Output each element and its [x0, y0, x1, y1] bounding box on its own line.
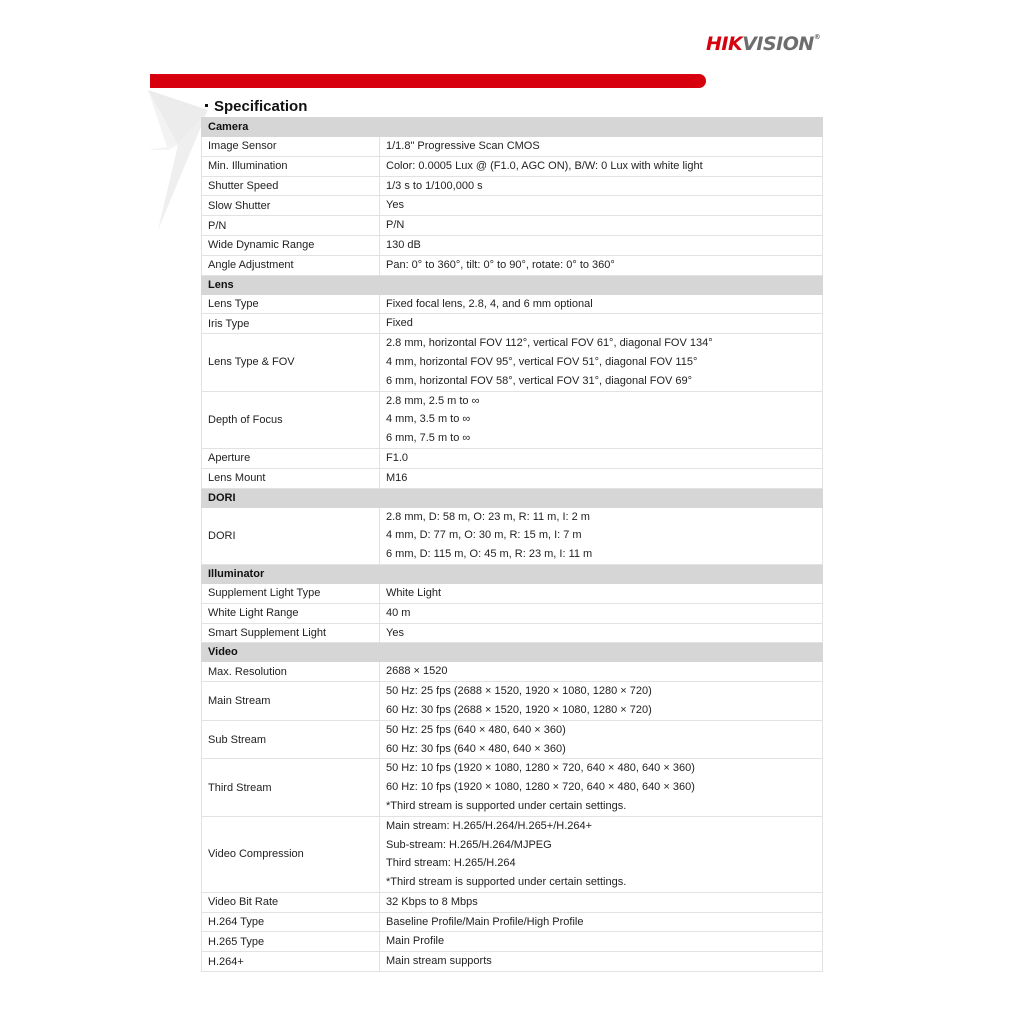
spec-value-line: 1/3 s to 1/100,000 s [386, 179, 483, 192]
spec-value [380, 507, 823, 564]
spec-value-line: 50 Hz: 10 fps (1920 × 1080, 1280 × 720, 640 × 480, 640 × 360) [386, 762, 695, 775]
spec-key: Main Stream [202, 682, 380, 721]
spec-value-line: 4 mm, D: 77 m, O: 30 m, R: 15 m, I: 7 m [386, 529, 582, 542]
spec-value [380, 334, 823, 391]
table-row [202, 583, 823, 603]
spec-key: Iris Type [202, 314, 380, 334]
spec-value-line: F1.0 [386, 451, 409, 464]
spec-key: Lens Mount [202, 468, 380, 488]
spec-key: Video Bit Rate [202, 892, 380, 912]
spec-value [380, 583, 823, 603]
header-red-bar [150, 74, 706, 88]
spec-key: Third Stream [202, 759, 380, 816]
spec-key: Min. Illumination [202, 156, 380, 176]
section-title: Camera [202, 118, 823, 137]
section-title: Lens [202, 275, 823, 294]
spec-key: Max. Resolution [202, 662, 380, 682]
spec-value [380, 662, 823, 682]
hikvision-logo [706, 33, 820, 55]
table-row [202, 391, 823, 448]
spec-key: Smart Supplement Light [202, 623, 380, 643]
spec-value [380, 314, 823, 334]
spec-value-line: 4 mm, horizontal FOV 95°, vertical FOV 51°, diagonal FOV 115° [386, 355, 698, 368]
section-title: Illuminator [202, 564, 823, 583]
spec-value [380, 216, 823, 236]
spec-key: Angle Adjustment [202, 255, 380, 275]
section-title: Video [202, 643, 823, 662]
page-title [205, 98, 307, 115]
spec-value-line: 4 mm, 3.5 m to ∞ [386, 413, 471, 426]
table-row [202, 176, 823, 196]
table-row [202, 334, 823, 391]
spec-value-line: White Light [386, 586, 442, 599]
logo-text-hik: HIK [706, 33, 743, 55]
spec-key: H.265 Type [202, 932, 380, 952]
spec-value-line: 32 Kbps to 8 Mbps [386, 895, 478, 908]
table-row [202, 603, 823, 623]
spec-key: H.264+ [202, 952, 380, 972]
spec-value-line: Fixed [386, 317, 413, 330]
bullet-icon [205, 104, 208, 107]
spec-value-line: 60 Hz: 30 fps (2688 × 1520, 1920 × 1080, 1280 × 720) [386, 703, 652, 716]
table-row [202, 623, 823, 643]
spec-value [380, 682, 823, 721]
spec-value-line: Yes [386, 199, 404, 212]
table-row [202, 294, 823, 314]
spec-key: Aperture [202, 448, 380, 468]
spec-value [380, 176, 823, 196]
spec-value [380, 932, 823, 952]
table-row [202, 662, 823, 682]
spec-value-line: Third stream: H.265/H.264 [386, 857, 516, 870]
spec-value-line: 60 Hz: 10 fps (1920 × 1080, 1280 × 720, 640 × 480, 640 × 360) [386, 781, 695, 794]
table-row [202, 759, 823, 816]
spec-value-line: 6 mm, horizontal FOV 58°, vertical FOV 31°, diagonal FOV 69° [386, 374, 693, 387]
spec-value [380, 468, 823, 488]
table-row [202, 952, 823, 972]
spec-value-line: 40 m [386, 606, 411, 619]
spec-value [380, 137, 823, 157]
spec-value-line: 2688 × 1520 [386, 665, 448, 678]
spec-value [380, 156, 823, 176]
table-row [202, 448, 823, 468]
table-row [202, 912, 823, 932]
spec-value [380, 759, 823, 816]
spec-value-line: Main stream supports [386, 955, 492, 968]
spec-value-line: 6 mm, D: 115 m, O: 45 m, R: 23 m, I: 11 m [386, 548, 593, 561]
spec-value [380, 816, 823, 892]
spec-value [380, 912, 823, 932]
table-row [202, 156, 823, 176]
spec-value-line: Main stream: H.265/H.264/H.265+/H.264+ [386, 819, 593, 832]
table-row [202, 468, 823, 488]
table-row [202, 720, 823, 759]
spec-value [380, 720, 823, 759]
section-header-dori [202, 488, 823, 507]
spec-key: DORI [202, 507, 380, 564]
table-row [202, 892, 823, 912]
table-row [202, 816, 823, 892]
table-row [202, 137, 823, 157]
spec-key: P/N [202, 216, 380, 236]
spec-key: Depth of Focus [202, 391, 380, 448]
table-row [202, 235, 823, 255]
spec-value-line: 50 Hz: 25 fps (2688 × 1520, 1920 × 1080, 1280 × 720) [386, 685, 652, 698]
spec-value [380, 603, 823, 623]
table-row [202, 682, 823, 721]
spec-value-line: 1/1.8" Progressive Scan CMOS [386, 140, 540, 152]
page-title-text: Specification [214, 98, 308, 115]
spec-key: Sub Stream [202, 720, 380, 759]
registered-mark: ® [813, 33, 821, 41]
section-title: DORI [202, 488, 823, 507]
spec-value-line: Baseline Profile/Main Profile/High Profile [386, 915, 584, 928]
spec-key: Slow Shutter [202, 196, 380, 216]
spec-value-line: 6 mm, 7.5 m to ∞ [386, 432, 471, 445]
spec-value-line: 60 Hz: 30 fps (640 × 480, 640 × 360) [386, 742, 566, 755]
spec-key: Video Compression [202, 816, 380, 892]
spec-key: H.264 Type [202, 912, 380, 932]
spec-value [380, 235, 823, 255]
spec-table [201, 117, 823, 972]
section-header-camera [202, 118, 823, 137]
spec-value-line: Color: 0.0005 Lux @ (F1.0, AGC ON), B/W: 0 Lux with white light [386, 159, 703, 172]
spec-value-line: *Third stream is supported under certain settings. [386, 876, 627, 889]
spec-value-line: Sub-stream: H.265/H.264/MJPEG [386, 838, 552, 851]
spec-value-line: M16 [386, 471, 408, 484]
spec-value-line: Main Profile [386, 935, 445, 948]
spec-key: Shutter Speed [202, 176, 380, 196]
spec-value-line: P/N [386, 219, 405, 232]
table-row [202, 196, 823, 216]
spec-value [380, 391, 823, 448]
spec-value-line: 130 dB [386, 238, 421, 251]
spec-value [380, 255, 823, 275]
table-row [202, 255, 823, 275]
spec-value [380, 294, 823, 314]
table-row [202, 314, 823, 334]
spec-value-line: Pan: 0° to 360°, tilt: 0° to 90°, rotate: 0° to 360° [386, 258, 615, 271]
spec-key: White Light Range [202, 603, 380, 623]
section-header-video [202, 643, 823, 662]
spec-value [380, 892, 823, 912]
spec-value-line: Yes [386, 626, 404, 639]
logo-text-vision: VISION [742, 33, 814, 55]
spec-key: Lens Type [202, 294, 380, 314]
spec-key: Supplement Light Type [202, 583, 380, 603]
spec-value [380, 196, 823, 216]
spec-key: Image Sensor [202, 137, 380, 157]
table-row [202, 932, 823, 952]
spec-value-line: 50 Hz: 25 fps (640 × 480, 640 × 360) [386, 723, 566, 736]
spec-value [380, 952, 823, 972]
table-row [202, 216, 823, 236]
spec-value [380, 623, 823, 643]
table-row [202, 507, 823, 564]
spec-key: Wide Dynamic Range [202, 235, 380, 255]
spec-value-line: Fixed focal lens, 2.8, 4, and 6 mm optional [386, 297, 593, 310]
spec-value [380, 448, 823, 468]
section-header-illuminator [202, 564, 823, 583]
spec-value-line: 2.8 mm, D: 58 m, O: 23 m, R: 11 m, I: 2 m [386, 510, 590, 523]
spec-value-line: 2.8 mm, 2.5 m to ∞ [386, 394, 480, 407]
spec-key: Lens Type & FOV [202, 334, 380, 391]
spec-value-line: 2.8 mm, horizontal FOV 112°, vertical FOV 61°, diagonal FOV 134° [386, 337, 713, 350]
section-header-lens [202, 275, 823, 294]
spec-value-line: *Third stream is supported under certain settings. [386, 799, 627, 812]
